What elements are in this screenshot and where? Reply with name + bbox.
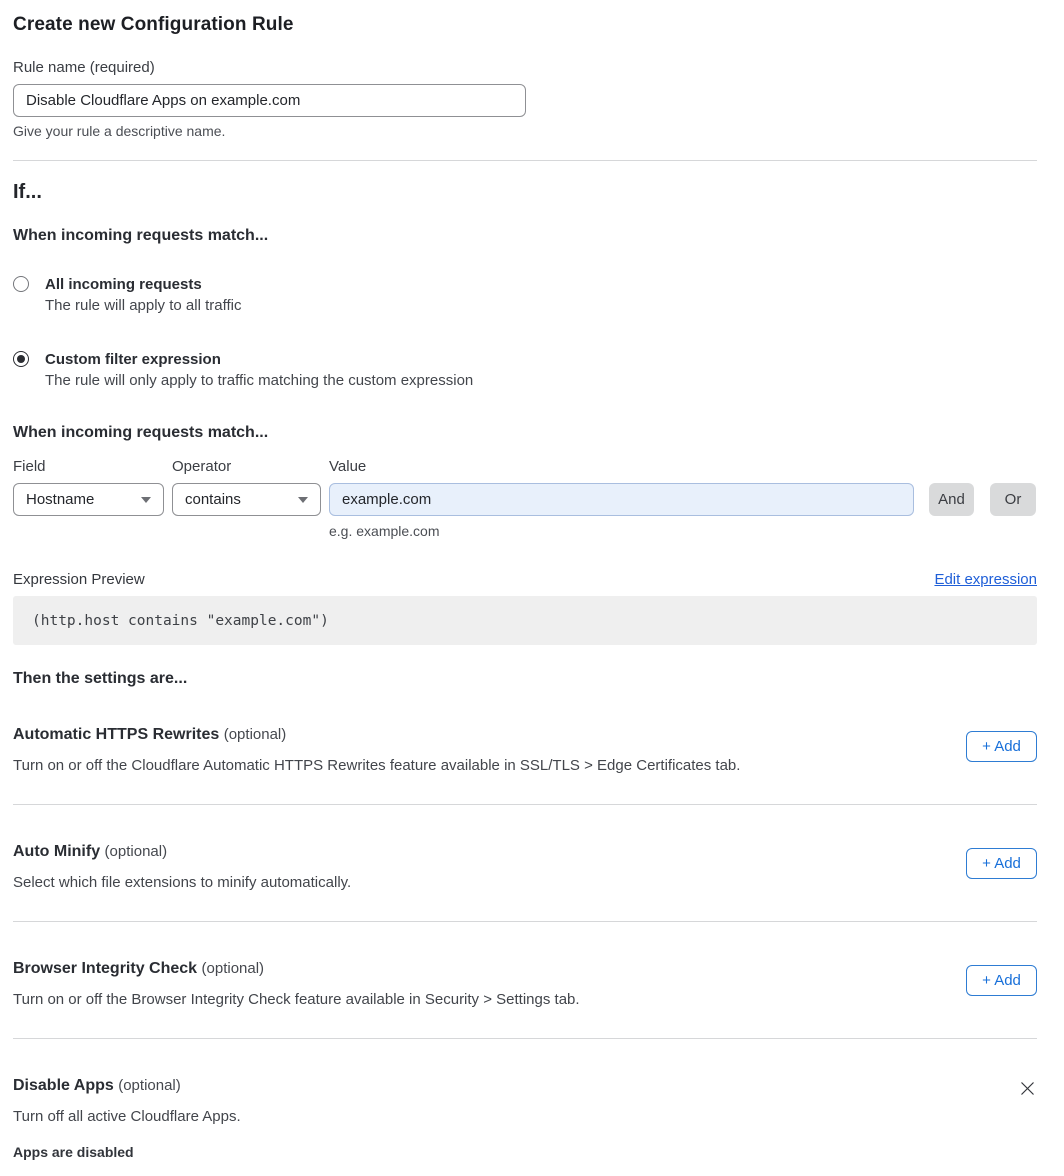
field-select[interactable]: [13, 483, 164, 516]
radio-label: Custom filter expression: [45, 351, 221, 368]
or-button[interactable]: Or: [990, 483, 1036, 516]
optional-label: (optional): [118, 1077, 181, 1094]
rule-name-help: Give your rule a descriptive name.: [13, 123, 226, 139]
value-input[interactable]: [329, 483, 914, 516]
radio-unselected-icon[interactable]: [13, 276, 29, 292]
radio-custom-filter-expression[interactable]: [13, 349, 1037, 391]
section-divider: [13, 160, 1037, 161]
value-label: Value: [329, 458, 367, 475]
expression-builder-heading: When incoming requests match...: [13, 424, 269, 441]
and-button[interactable]: And: [929, 483, 974, 516]
setting-title: Automatic HTTPS Rewrites: [13, 726, 220, 743]
expression-preview-box: [13, 596, 1037, 645]
add-button[interactable]: + Add: [966, 731, 1037, 762]
radio-selected-icon[interactable]: [13, 351, 29, 367]
setting-title: Auto Minify: [13, 843, 101, 860]
incoming-requests-heading: When incoming requests match...: [13, 227, 269, 244]
setting-title: Browser Integrity Check: [13, 960, 198, 977]
chevron-down-icon: [141, 497, 151, 503]
expression-preview-label: Expression Preview: [13, 571, 145, 588]
apps-disabled-status: Apps are disabled: [13, 1144, 134, 1160]
close-button[interactable]: [1018, 1079, 1037, 1098]
setting-description: Select which file extensions to minify automatically.: [13, 874, 352, 891]
add-button[interactable]: + Add: [966, 848, 1037, 879]
rule-name-label: Rule name (required): [13, 59, 155, 76]
settings-heading: Then the settings are...: [13, 670, 188, 687]
chevron-down-icon: [298, 497, 308, 503]
setting-auto-minify: [13, 805, 1037, 922]
operator-label: Operator: [172, 458, 232, 475]
if-heading: If...: [13, 181, 42, 203]
field-select-value: Hostname: [26, 491, 95, 508]
radio-description: The rule will apply to all traffic: [45, 297, 242, 314]
operator-select[interactable]: [172, 483, 321, 516]
radio-all-incoming-requests[interactable]: [13, 274, 1037, 316]
close-icon: [1020, 1081, 1035, 1096]
optional-label: (optional): [223, 726, 287, 743]
field-label: Field: [13, 458, 46, 475]
operator-select-value: contains: [185, 491, 241, 508]
setting-description: Turn on or off the Browser Integrity Check feature available in Security > Settings tab.: [13, 991, 580, 1008]
optional-label: (optional): [104, 843, 168, 860]
add-button[interactable]: + Add: [966, 965, 1037, 996]
setting-description: Turn on or off the Cloudflare Automatic HTTPS Rewrites feature available in SSL/TLS > Edge Certificates tab.: [13, 757, 741, 774]
setting-title: Disable Apps: [13, 1077, 114, 1094]
rule-name-input[interactable]: [13, 84, 526, 117]
page-title: Create new Configuration Rule: [13, 14, 294, 35]
expression-code: (http.host contains "example.com"): [32, 612, 329, 629]
value-help: e.g. example.com: [329, 523, 440, 539]
optional-label: (optional): [201, 960, 265, 977]
edit-expression-link[interactable]: Edit expression: [934, 571, 1037, 588]
create-configuration-rule-page: [0, 14, 1064, 1176]
setting-description: Turn off all active Cloudflare Apps.: [13, 1108, 241, 1125]
setting-browser-integrity-check: [13, 922, 1037, 1039]
radio-description: The rule will only apply to traffic matching the custom expression: [45, 372, 474, 389]
setting-disable-apps: [13, 1039, 1037, 1176]
setting-automatic-https-rewrites: [13, 688, 1037, 805]
radio-label: All incoming requests: [45, 276, 202, 293]
